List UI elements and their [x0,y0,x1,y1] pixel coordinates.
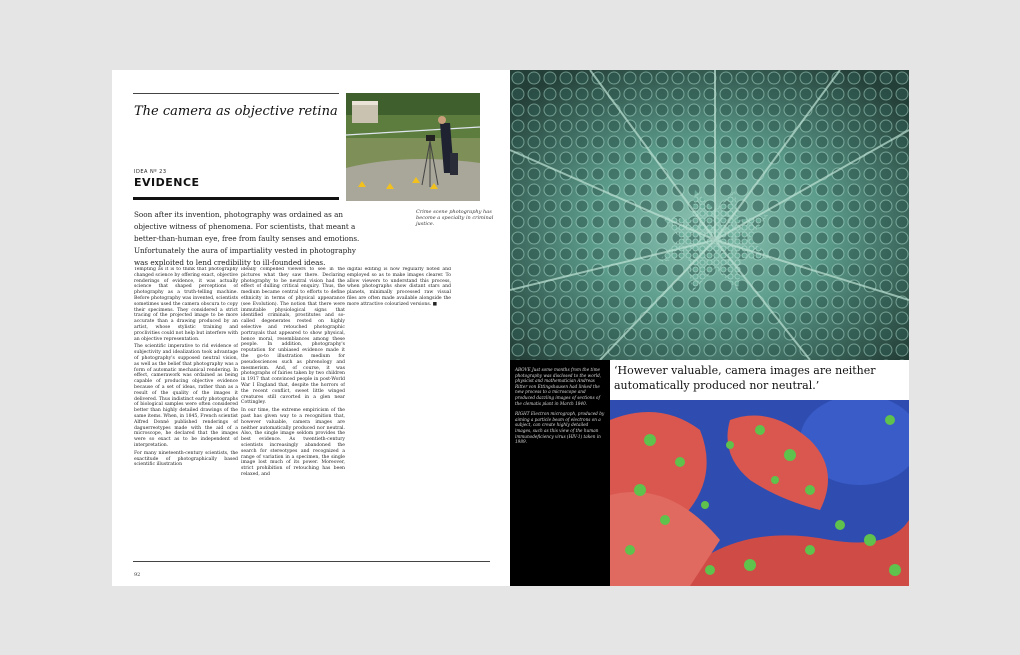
body-paragraph: The scientific imperative to rid evidence of subjectivity and idealization took advantage of photography's supposed neutral vision, as well as the belief that photography was a form of automatic mechanical rendering. In effect, camerawork was ordained as being capable of producing objective evidence because of a set of ideas, rather than as a result of the quality of the images it delivered. Thus indistinct early photographs of biological samples were often considered better than highly detailed drawings of the same items. When, in 1845, French scientist Alfred Donné published renderings of daguerreotypes made with the aid of a microscope, he declared that the images were so exact as to be independent of interpretation. [134,344,238,448]
body-column-2 [241,267,345,567]
lead-paragraph: Soon after its invention, photography was ordained as an objective witness of phenomena. For scientists, that meant a better-than-human eye, free from faulty senses and emotions. Unfortunately the aura of impartiality vested in photography was exploited to lend credibility to ill-founded ideas. [134,210,360,267]
plant-micrograph [510,70,909,360]
body-column-3 [347,267,451,337]
pull-quote-box [610,360,909,402]
right-page [510,70,909,586]
crime-scene-photo [346,93,480,201]
page-number: 92 [134,572,141,578]
left-page [112,70,510,586]
caption-above: ABOVE Just some months from the time photography was disclosed to the world, physicist and mathematician Andreas Ritter von Ettingshausen had linked the new process to a microscope and produced dazzling images of sections of the clematis plant in March 1840. [515,367,602,406]
pull-quote: ‘However valuable, camera images are neither automatically produced nor neutral.’ [614,364,876,392]
body-paragraph: In our time, the extreme empiricism of the past has given way to a recognition that, however valuable, camera images are neither automatically produced nor neutral. Also, the single image seldom provides the best evidence. As twentieth-century scientists increasingly abandoned the search for stereotypes and recognized a range of variation in a specimen, the single image lost much of its power. Moreover, strict prohibition of retouching has been relaxed, and [241,408,345,477]
caption-right: RIGHT Electron micrograph, produced by aiming a particle beam of electrons on a subject, can create highly detailed images, such as this view of the human immunodeficiency virus (HIV-1) taken in 1989. [515,411,605,445]
section-title: The camera as objective retina [134,104,338,119]
heading-bar [133,197,339,200]
body-paragraph: Tempting as it is to think that photography changed science by offering exact, objective renderings of evidence, it was actually science that shaped perceptions of photography as a truth-telling machine. Before photography was invented, scientists sometimes used the camera obscura to copy their specimens. They considered a strict tracing of the projected image to be more accurate than a drawing produced by an artist, whose stylistic training and proclivities could not help but interfere with an objective representation. [134,267,238,342]
top-rule [133,93,339,94]
photo-caption: Crime scene photography has become a specialty in criminal justice. [416,209,494,227]
page-heading: EVIDENCE [134,176,200,189]
body-paragraph: ideally compelled viewers to see in the pictures what they saw there. Declaring photography to be neutral vision had the effect of dulling critical enquiry. Thus, the medium became central to efforts to define ethnicity in terms of physical appearance (see Evolution). The notion that there were immutable physiological signs that identified criminals, prostitutes and so-called degenerates rested on highly selective and retouched photographic portrayals that appeared to show physical, hence moral, resemblances among these people. In addition, photography's reputation for unbiased evidence made it the go-to illustration medium for pseudosciences such as phrenology and mesmerism. And, of course, it was photographs of fairies taken by two children in 1917 that convinced people in post-World War I England that, despite the horrors of the recent conflict, sweet little winged creatures still cavorted in a glen near Cottingley. [241,267,345,406]
bottom-rule [133,561,490,562]
image-captions [515,367,605,445]
body-column-1 [134,267,238,567]
idea-number: IDEA Nº 23 [134,169,167,175]
body-paragraph: digital editing is now regularly noted and employed so as to make images clearer. To allow viewers to understand this process, when photographs show distant stars and planets, minimally processed raw visual files are often made available alongside the more attractive colourized versions. ■ [347,267,451,307]
body-paragraph: For many nineteenth-century scientists, the exactitude of photographically based scientific illustration [134,450,238,468]
virus-micrograph [610,400,909,586]
